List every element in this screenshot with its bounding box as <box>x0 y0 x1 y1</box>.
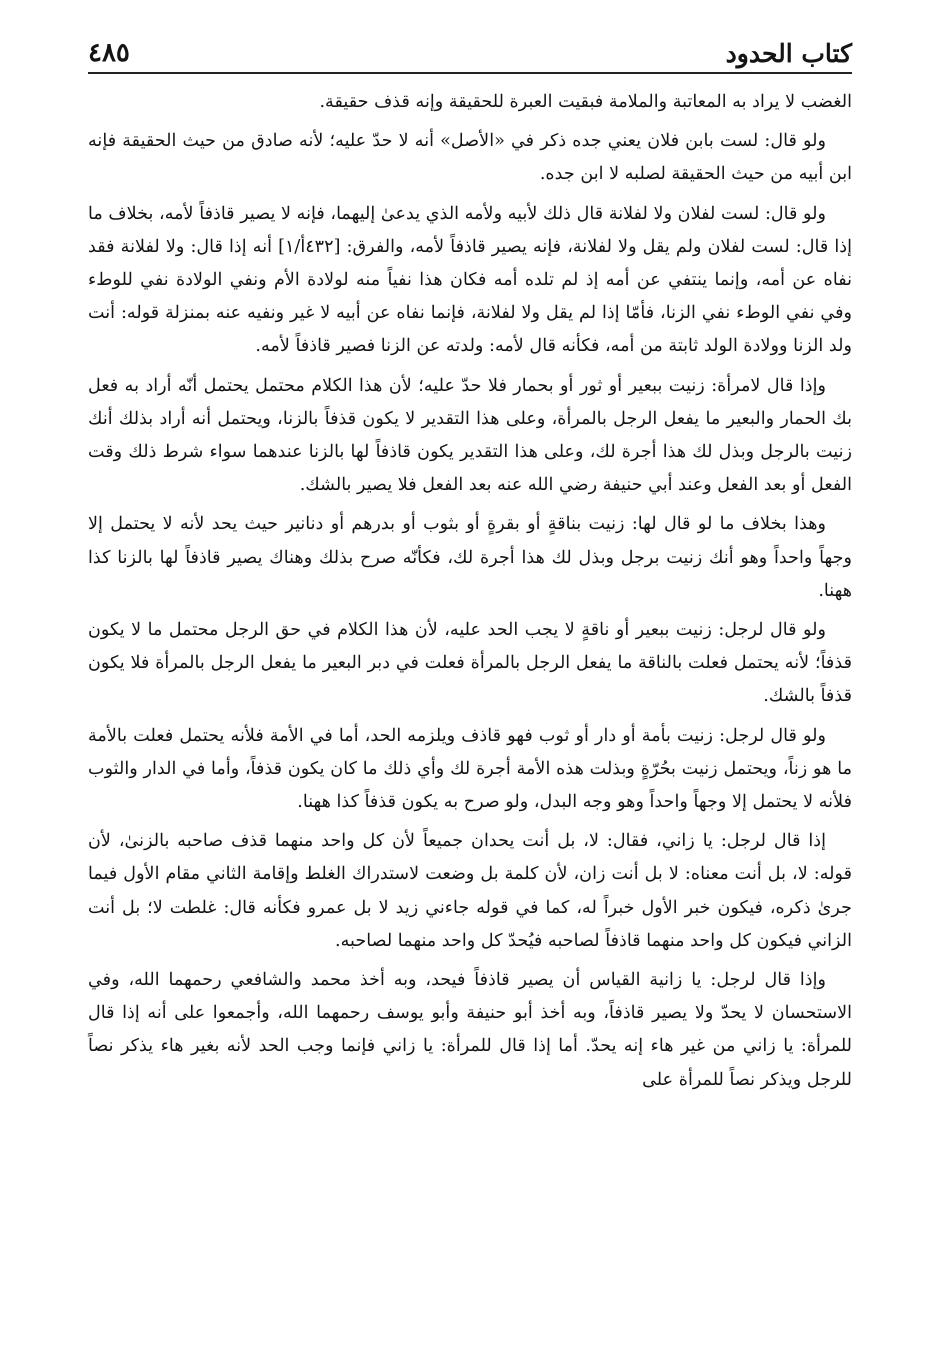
header-rule <box>88 72 852 74</box>
paragraph: الغضب لا يراد به المعاتبة والملامة فبقيت العبرة للحقيقة وإنه قذف حقيقة. <box>319 92 852 112</box>
running-header <box>88 28 852 68</box>
paragraph: ولو قال: لست بابن فلان يعني جده ذكر في «الأصل» أنه لا حدّ عليه؛ لأنه صادق من حيث الحقيقة فإنه ابن أبيه من حيث الحقيقة لصلبه لا ابن جده. <box>88 131 852 185</box>
paragraph: وإذا قال لامرأة: زنيت ببعير أو ثور أو بحمار فلا حدّ عليه؛ لأن هذا الكلام محتمل يحتمل أنّه أراد به فعل بك الحمار والبعير ما يفعل الرجل بالمرأة، وعلى هذا التقدير لا يكون قذفاً بالزنا، ويحتمل أنه أراد بذلك أنك زنيت بالرجل وبذل لك هذا أجرة لك، وعلى هذا التقدير يكون قاذفاً لها بالزنا عندهما سواء شرط ذلك وقت الفعل أو بعد الفعل وعند أبي حنيفة رضي الله عنه بعد الفعل فلا يصير بالشك. <box>88 375 852 496</box>
paragraph: إذا قال لرجل: يا زاني، فقال: لا، بل أنت يحدان جميعاً لأن كل واحد منهما قذف صاحبه بالزنىٰ، لأن قوله: لا، بل أنت معناه: لا بل أنت زان، لأن كلمة بل وضعت لاستدراك الغلط وإقامة الثاني مقام الأول فيما جرىٰ ذكره، فيكون خبر الأول خبراً له، كما في قوله جاءني زيد لا بل عمرو فكأنه قال: غلطت لا؛ بل أنت الزاني فيكون كل واحد منهما قاذفاً لصاحبه فيُحدّ كل واحد منهما لصاحبه. <box>88 831 852 951</box>
page-number: ٤٨٥ <box>88 38 130 68</box>
paragraph: ولو قال: لست لفلان ولا لفلانة قال ذلك لأبيه ولأمه الذي يدعىٰ إليهما، فإنه لا يصير قاذفاً لأمه، بخلاف ما إذا قال: لست لفلان ولم يقل ولا لفلانة، فإنه يصير قاذفاً لأمه، والفرق: [٤٣٢أ/١] أنه إذا قال: ولا لفلانة فقد نفاه عن أمه، وإنما ينتفي عن أمه إذ لم تلده أمه فكان هذا نفياً منه لولادة الأم ونفي الولادة نفي للوطء وفي نفي الوطء نفي الزنا، فأمّا إذا لم يقل ولا لفلانة، فإنما نفاه عن أبيه لا غير ونفيه عنه بمنزلة قوله: أنت ولد الزنا وولادة الولد ثابتة من أمه، فكأنه قال لأمه: ولدته عن الزنا فصير قاذفاً لأمه. <box>88 203 852 357</box>
paragraph: ولو قال لرجل: زنيت ببعير أو ناقةٍ لا يجب الحد عليه، لأن هذا الكلام في حق الرجل محتمل ما لا يكون قذفاً؛ لأنه يحتمل فعلت بالناقة ما يفعل الرجل بالمرأة فعلت في دبر البعير ما يفعل الرجل بالمرأة فلا يكون قذفاً بالشك. <box>88 620 852 707</box>
paragraph: ولو قال لرجل: زنيت بأمة أو دار أو ثوب فهو قاذف ويلزمه الحد، أما في الأمة فلأنه يحتمل فعلت بالأمة ما هو زناً، ويحتمل زنيت بحُرّةٍ وبذلت هذه الأمة أجرة لك وأي ذلك ما كان يكون قذفاً، وأما في الدار والثوب فلأنه لا يحتمل إلا وجهاً واحداً وهو وجه البدل، ولو صرح به يكون قذفاً كذا ههنا. <box>88 725 852 813</box>
body-text <box>88 86 852 1103</box>
paragraph: وهذا بخلاف ما لو قال لها: زنيت بناقةٍ أو بقرةٍ أو بثوب أو بدرهم أو دنانير حيث يحد لأنه لا يحتمل إلا وجهاً واحداً وهو أنك زنيت برجل وبذل لك هذا أجرة لك، فكأنّه صرح بذلك وهناك يصير قاذفاً لها بالزنا كذا ههنا. <box>88 514 852 601</box>
book-title: كتاب الحدود <box>725 39 852 68</box>
paragraph: وإذا قال لرجل: يا زانية القياس أن يصير قاذفاً فيحد، وبه أخذ محمد والشافعي رحمهما الله، وفي الاستحسان لا يحدّ ولا يصير قاذفاً، وبه أخذ أبو حنيفة وأبو يوسف رحمهما الله، وأجمعوا على أنه إذا قال للمرأة: يا زاني من غير هاء إنه يحدّ. أما إذا قال للمرأة: يا زاني فإنما وجب الحد لأنه بغير هاء يذكر نصاً للرجل ويذكر نصاً للمرأة على <box>88 970 852 1090</box>
